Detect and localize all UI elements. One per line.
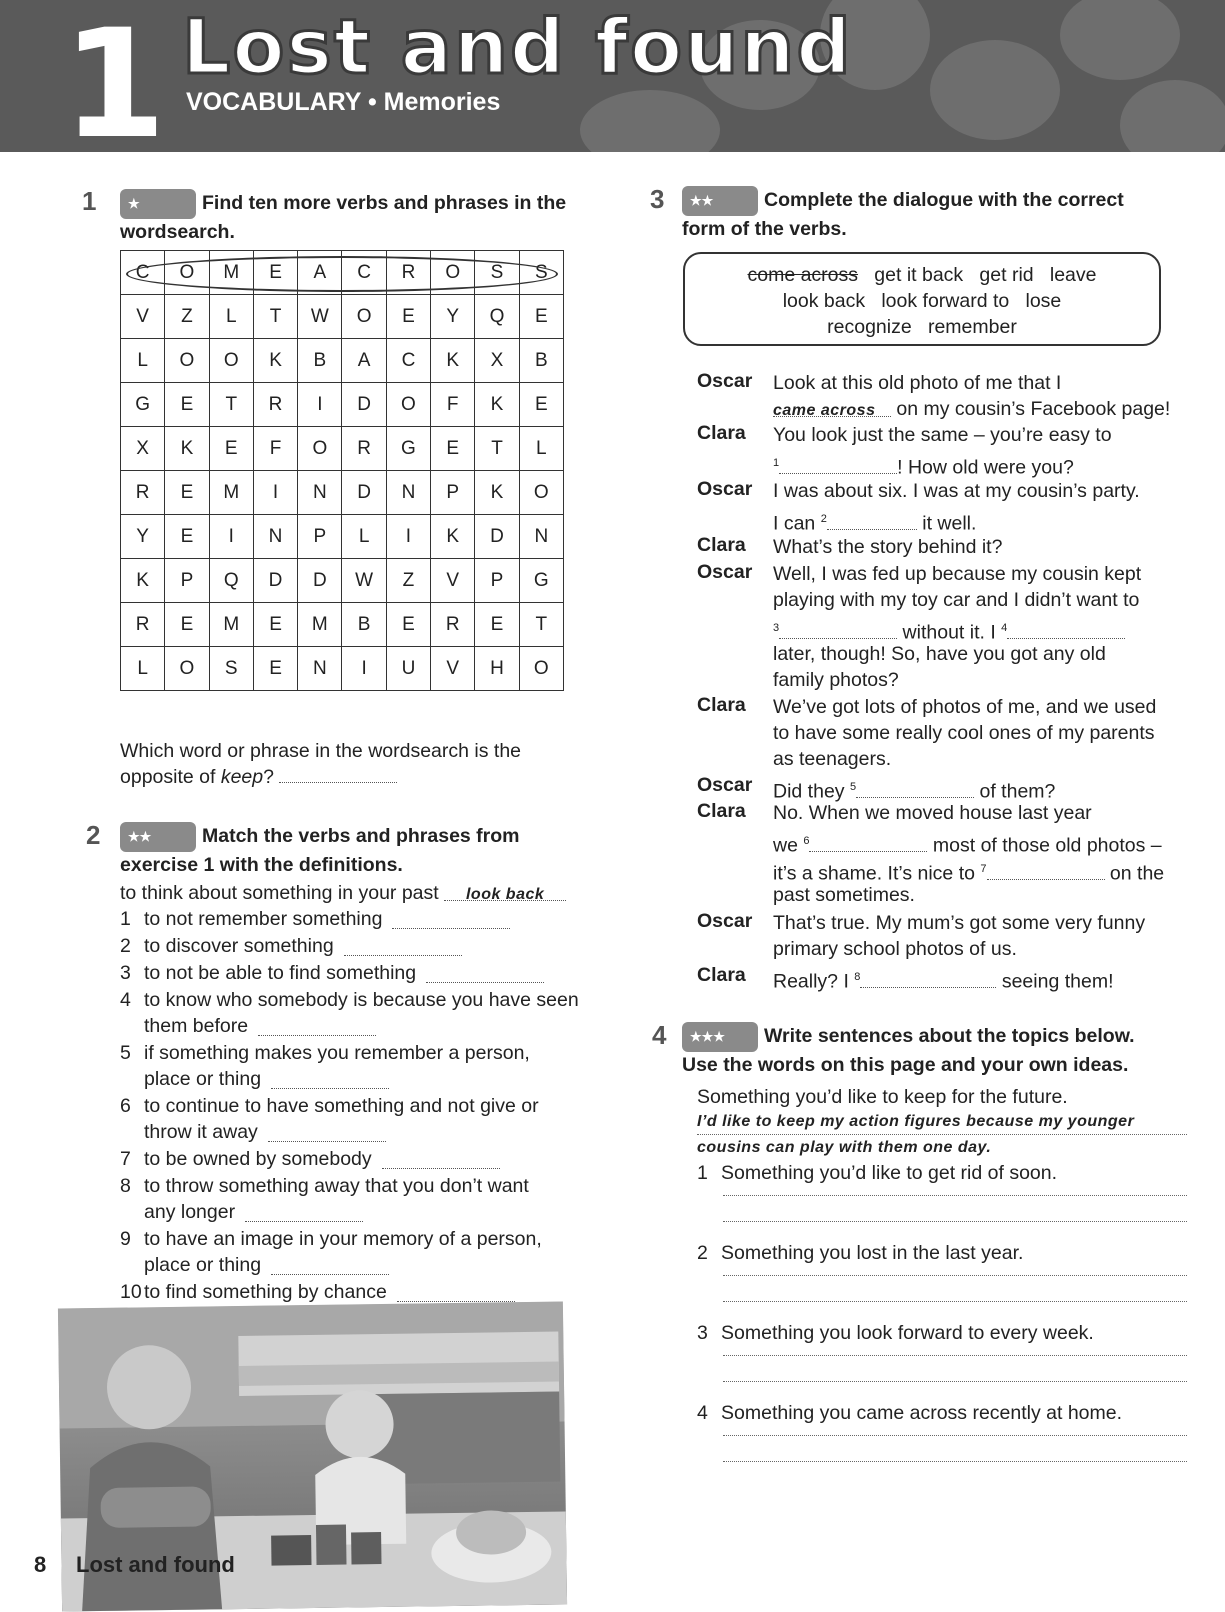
- grid-cell[interactable]: Z: [386, 559, 430, 603]
- grid-cell[interactable]: K: [253, 339, 297, 383]
- grid-cell[interactable]: N: [253, 515, 297, 559]
- item-number: 3: [120, 962, 131, 984]
- item-text: to be owned by somebody: [144, 1148, 372, 1170]
- grid-cell[interactable]: B: [519, 339, 563, 383]
- answer-blank[interactable]: [271, 1256, 389, 1275]
- grid-cell[interactable]: E: [253, 603, 297, 647]
- item-number: 6: [120, 1095, 131, 1117]
- grid-cell[interactable]: G: [519, 559, 563, 603]
- grid-cell[interactable]: Y: [431, 295, 475, 339]
- writing-line[interactable]: [723, 1220, 1187, 1222]
- grid-cell[interactable]: M: [209, 251, 253, 295]
- exercise-1-question: Which word or phrase in the wordsearch is the opposite of keep?: [120, 740, 522, 788]
- grid-cell[interactable]: E: [253, 647, 297, 691]
- blank-5[interactable]: [856, 779, 974, 798]
- grid-cell[interactable]: X: [121, 427, 165, 471]
- grid-cell[interactable]: R: [342, 427, 386, 471]
- grid-cell[interactable]: W: [298, 295, 342, 339]
- item-text: to discover something: [144, 935, 334, 957]
- answer-blank[interactable]: [397, 1283, 515, 1302]
- grid-cell[interactable]: O: [165, 647, 209, 691]
- item-number: 3: [697, 1322, 708, 1344]
- item-text: Something you’d like to get rid of soon.: [721, 1162, 1058, 1184]
- grid-cell[interactable]: V: [431, 559, 475, 603]
- grid-cell[interactable]: H: [475, 647, 519, 691]
- grid-cell[interactable]: P: [431, 471, 475, 515]
- grid-cell[interactable]: I: [386, 515, 430, 559]
- answer-blank[interactable]: [426, 964, 544, 983]
- grid-cell[interactable]: I: [209, 515, 253, 559]
- blank-6[interactable]: [809, 833, 927, 852]
- grid-cell[interactable]: E: [386, 295, 430, 339]
- answer-blank[interactable]: [344, 937, 462, 956]
- grid-cell[interactable]: D: [475, 515, 519, 559]
- grid-row: [121, 559, 564, 603]
- writing-prompt: [697, 1240, 1187, 1316]
- grid-row: [121, 647, 564, 691]
- grid-cell[interactable]: E: [519, 383, 563, 427]
- exercise-4-number: 4: [652, 1020, 667, 1050]
- exercise-3-number: 3: [650, 184, 665, 214]
- item-number: 4: [120, 989, 131, 1011]
- grid-cell[interactable]: C: [342, 251, 386, 295]
- writing-line[interactable]: [723, 1300, 1187, 1302]
- grid-cell[interactable]: N: [298, 471, 342, 515]
- writing-line[interactable]: [723, 1194, 1187, 1196]
- definition-item: [120, 1040, 600, 1092]
- writing-prompt: [697, 1320, 1187, 1396]
- grid-cell[interactable]: R: [431, 603, 475, 647]
- grid-cell[interactable]: R: [121, 603, 165, 647]
- grid-cell[interactable]: V: [431, 647, 475, 691]
- grid-cell[interactable]: P: [475, 559, 519, 603]
- grid-cell[interactable]: U: [386, 647, 430, 691]
- item-text: to continue to have something and not give or: [144, 1095, 539, 1117]
- grid-cell[interactable]: M: [298, 603, 342, 647]
- grid-cell[interactable]: K: [431, 515, 475, 559]
- grid-cell[interactable]: E: [431, 427, 475, 471]
- blank-4[interactable]: [1007, 620, 1125, 639]
- answer-blank[interactable]: [392, 910, 510, 929]
- grid-cell[interactable]: I: [342, 647, 386, 691]
- item-number: 9: [120, 1228, 131, 1250]
- struck-word: come across: [747, 264, 859, 286]
- grid-cell[interactable]: R: [386, 251, 430, 295]
- grid-cell[interactable]: W: [342, 559, 386, 603]
- item-number: 7: [120, 1148, 131, 1170]
- answer-blank[interactable]: [245, 1203, 363, 1222]
- answer-blank[interactable]: [279, 764, 397, 783]
- grid-cell[interactable]: D: [298, 559, 342, 603]
- item-number: 2: [120, 935, 131, 957]
- item-number: 4: [697, 1402, 708, 1424]
- grid-cell[interactable]: O: [342, 295, 386, 339]
- exercise-2-number: 2: [86, 820, 101, 850]
- example-answer-line-1: I’d like to keep my action figures because my younger: [697, 1110, 1187, 1135]
- item-text: throw it away: [144, 1121, 258, 1143]
- grid-cell[interactable]: O: [519, 471, 563, 515]
- grid-cell[interactable]: F: [253, 427, 297, 471]
- grid-cell[interactable]: T: [209, 383, 253, 427]
- grid-cell[interactable]: K: [475, 383, 519, 427]
- item-number: 8: [120, 1175, 131, 1197]
- grid-cell[interactable]: O: [386, 383, 430, 427]
- wordsearch-grid: [120, 250, 564, 691]
- grid-row: [121, 295, 564, 339]
- grid-cell[interactable]: Q: [475, 295, 519, 339]
- grid-cell[interactable]: Q: [209, 559, 253, 603]
- grid-cell[interactable]: O: [165, 251, 209, 295]
- grid-cell[interactable]: E: [386, 603, 430, 647]
- definition-item: [120, 933, 600, 959]
- grid-cell[interactable]: D: [253, 559, 297, 603]
- grid-cell[interactable]: S: [209, 647, 253, 691]
- grid-row: [121, 427, 564, 471]
- definition-item: [120, 1173, 600, 1225]
- writing-line[interactable]: [723, 1274, 1187, 1276]
- grid-cell[interactable]: B: [342, 603, 386, 647]
- unit-number: 1: [62, 0, 167, 152]
- grid-cell[interactable]: K: [475, 471, 519, 515]
- grid-cell[interactable]: T: [475, 427, 519, 471]
- grid-cell[interactable]: S: [475, 251, 519, 295]
- answer-blank[interactable]: [268, 1123, 386, 1142]
- grid-cell[interactable]: K: [165, 427, 209, 471]
- page-number: 8: [34, 1552, 47, 1577]
- grid-cell[interactable]: E: [475, 603, 519, 647]
- definition-item: [120, 1146, 600, 1172]
- grid-cell[interactable]: E: [165, 383, 209, 427]
- blank-1[interactable]: [779, 455, 897, 474]
- grid-cell[interactable]: R: [121, 471, 165, 515]
- definition-item: [120, 987, 600, 1039]
- grid-cell[interactable]: G: [121, 383, 165, 427]
- circled-answer: [126, 256, 558, 292]
- grid-cell[interactable]: P: [165, 559, 209, 603]
- grid-cell[interactable]: L: [519, 427, 563, 471]
- two-star-icon: ★★: [120, 822, 196, 852]
- three-star-icon: ★★★: [682, 1022, 758, 1052]
- grid-cell[interactable]: T: [519, 603, 563, 647]
- one-star-icon: ★: [120, 189, 196, 219]
- item-text: if something makes you remember a person,: [144, 1042, 530, 1064]
- exercise-4-instruction: ★★★ Write sentences about the topics below. Use the words on this page and your own ideas.: [682, 1022, 1202, 1078]
- grid-cell[interactable]: P: [298, 515, 342, 559]
- item-text: to have an image in your memory of a person,: [144, 1228, 542, 1250]
- example-answer: look back: [444, 882, 566, 901]
- item-text: to find something by chance: [144, 1281, 387, 1303]
- grid-cell[interactable]: O: [298, 427, 342, 471]
- exercise-3-instruction: ★★ Complete the dialogue with the correct form of the verbs.: [682, 186, 1202, 242]
- definition-item: [120, 960, 600, 986]
- item-text: to throw something away that you don’t want: [144, 1175, 529, 1197]
- grid-cell[interactable]: K: [431, 339, 475, 383]
- grid-cell[interactable]: C: [121, 251, 165, 295]
- unit-header: [0, 0, 1225, 152]
- definition-item: [120, 906, 600, 932]
- writing-line[interactable]: [723, 1380, 1187, 1382]
- answer-blank[interactable]: [382, 1150, 500, 1169]
- grid-cell[interactable]: O: [165, 339, 209, 383]
- item-text: any longer: [144, 1201, 236, 1223]
- grid-cell[interactable]: Y: [121, 515, 165, 559]
- grid-cell[interactable]: I: [298, 383, 342, 427]
- grid-cell[interactable]: N: [386, 471, 430, 515]
- exercise-4-example-prompt: Something you’d like to keep for the future.: [697, 1086, 1068, 1108]
- footer-title: Lost and found: [76, 1552, 235, 1577]
- item-text: place or thing: [144, 1068, 262, 1090]
- definition-item: [120, 1093, 600, 1145]
- grid-cell[interactable]: L: [121, 647, 165, 691]
- writing-line[interactable]: [723, 1354, 1187, 1356]
- grid-row: [121, 339, 564, 383]
- grid-cell[interactable]: E: [209, 427, 253, 471]
- blank-2[interactable]: [827, 511, 917, 530]
- item-number: 10: [120, 1281, 142, 1303]
- grid-cell[interactable]: B: [298, 339, 342, 383]
- grid-cell[interactable]: I: [253, 471, 297, 515]
- item-text: place or thing: [144, 1254, 262, 1276]
- item-text: Something you look forward to every week.: [721, 1322, 1094, 1344]
- grid-cell[interactable]: E: [519, 295, 563, 339]
- item-text: to know who somebody is because you have seen: [144, 989, 579, 1011]
- grid-cell[interactable]: S: [519, 251, 563, 295]
- grid-cell[interactable]: F: [431, 383, 475, 427]
- grid-cell[interactable]: G: [386, 427, 430, 471]
- writing-line[interactable]: [723, 1460, 1187, 1462]
- unit-title: Lost and found: [182, 2, 853, 91]
- two-star-icon: ★★: [682, 186, 758, 216]
- grid-cell[interactable]: L: [209, 295, 253, 339]
- grid-cell[interactable]: X: [475, 339, 519, 383]
- grid-row: [121, 515, 564, 559]
- item-text: Something you lost in the last year.: [721, 1242, 1024, 1264]
- grid-cell[interactable]: R: [253, 383, 297, 427]
- item-text: them before: [144, 1015, 249, 1037]
- exercise-2-instruction: ★★ Match the verbs and phrases from exercise 1 with the definitions.: [120, 822, 590, 878]
- grid-cell[interactable]: O: [431, 251, 475, 295]
- grid-cell[interactable]: A: [298, 251, 342, 295]
- item-text: to not be able to find something: [144, 962, 417, 984]
- example-answer-line-2: cousins can play with them one day.: [697, 1139, 992, 1156]
- grid-row: [121, 383, 564, 427]
- grid-cell[interactable]: E: [165, 603, 209, 647]
- answer-blank[interactable]: [271, 1070, 389, 1089]
- grid-cell[interactable]: D: [342, 471, 386, 515]
- blank-8[interactable]: [860, 969, 996, 988]
- definition-item: [120, 1226, 600, 1278]
- exercise-1-instruction: ★ Find ten more verbs and phrases in the wordsearch.: [120, 189, 590, 245]
- grid-cell[interactable]: E: [165, 471, 209, 515]
- grid-cell[interactable]: E: [165, 515, 209, 559]
- grid-cell[interactable]: N: [298, 647, 342, 691]
- grid-cell[interactable]: V: [121, 295, 165, 339]
- word-box: come across get it back get rid leave look back look forward to lose recognize remember: [683, 252, 1161, 346]
- grid-cell[interactable]: K: [121, 559, 165, 603]
- item-number: 2: [697, 1242, 708, 1264]
- grid-row: [121, 471, 564, 515]
- grid-cell[interactable]: O: [209, 339, 253, 383]
- grid-cell[interactable]: L: [121, 339, 165, 383]
- grid-cell[interactable]: A: [342, 339, 386, 383]
- writing-prompt: [697, 1400, 1187, 1476]
- writing-prompt: [697, 1160, 1187, 1236]
- grid-cell[interactable]: M: [209, 471, 253, 515]
- exercise-1-number: 1: [82, 186, 97, 216]
- grid-cell[interactable]: L: [342, 515, 386, 559]
- grid-cell[interactable]: E: [253, 251, 297, 295]
- grid-cell[interactable]: Z: [165, 295, 209, 339]
- grid-cell[interactable]: T: [253, 295, 297, 339]
- grid-cell[interactable]: O: [519, 647, 563, 691]
- item-number: 5: [120, 1042, 131, 1064]
- item-number: 1: [120, 908, 131, 930]
- writing-line[interactable]: [723, 1434, 1187, 1436]
- grid-cell[interactable]: C: [386, 339, 430, 383]
- grid-cell[interactable]: M: [209, 603, 253, 647]
- item-text: to not remember something: [144, 908, 383, 930]
- exercise-2-example: to think about something in your past look back: [120, 880, 566, 906]
- grid-cell[interactable]: D: [342, 383, 386, 427]
- blank-3[interactable]: [779, 620, 897, 639]
- grid-cell[interactable]: N: [519, 515, 563, 559]
- blank-7[interactable]: [987, 861, 1105, 880]
- answer-blank[interactable]: [258, 1017, 376, 1036]
- item-text: Something you came across recently at home.: [721, 1402, 1123, 1424]
- item-number: 1: [697, 1162, 708, 1184]
- grid-row: [121, 603, 564, 647]
- section-title: VOCABULARY • Memories: [186, 88, 501, 116]
